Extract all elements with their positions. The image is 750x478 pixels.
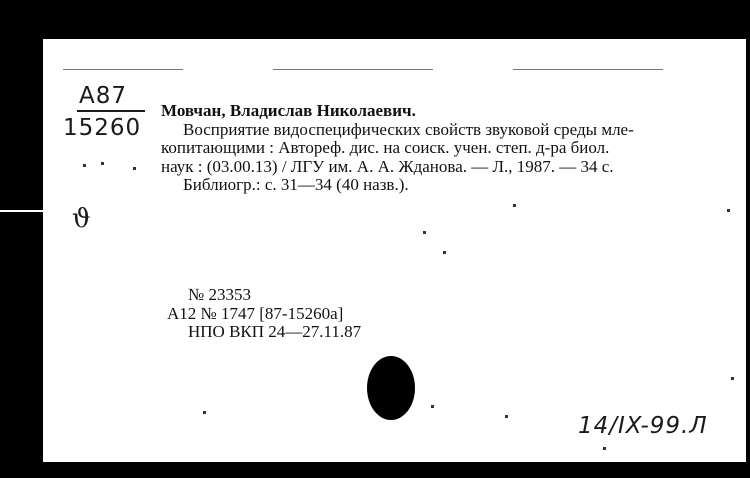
- handwritten-mark-icon: ϑ: [72, 204, 91, 234]
- scan-speck: [101, 162, 104, 165]
- scan-speck: [443, 251, 446, 254]
- card-number: № 23353: [188, 285, 251, 304]
- scan-noise-line: [63, 69, 183, 70]
- catalog-card: [43, 39, 746, 462]
- scan-edge-strip: [0, 210, 43, 212]
- scan-speck: [83, 164, 86, 167]
- scan-speck: [431, 405, 434, 408]
- card-record-line: А12 № 1747 [87-15260а]: [167, 303, 344, 323]
- handwritten-date: 14/IX-99.Л: [578, 413, 708, 439]
- scan-speck: [423, 231, 426, 234]
- card-registration-block: [167, 286, 361, 342]
- entry-line-3: наук : (03.00.13) / ЛГУ им. А. А. Жданова. — Л., 1987. — 34 с.: [161, 156, 614, 176]
- scan-speck: [133, 167, 136, 170]
- punch-hole-blot: [367, 356, 415, 420]
- bibliographic-entry: [161, 102, 634, 195]
- entry-line-1: Восприятие видоспецифических свойств звуковой среды мле-: [183, 119, 634, 139]
- scan-speck: [727, 209, 730, 212]
- scan-noise-line: [273, 69, 433, 70]
- shelf-mark-bottom: 15260: [63, 115, 142, 141]
- shelf-mark-divider: [77, 110, 145, 112]
- scan-noise-line: [513, 69, 663, 70]
- scan-speck: [505, 415, 508, 418]
- card-stamp-line: НПО ВКП 24—27.11.87: [188, 322, 362, 341]
- entry-line-4: Библиогр.: с. 31—34 (40 назв.).: [183, 175, 409, 194]
- scan-speck: [731, 377, 734, 380]
- shelf-mark-top: A87: [79, 83, 128, 109]
- scan-speck: [203, 411, 206, 414]
- entry-author: Мовчан, Владислав Николаевич.: [161, 101, 416, 120]
- entry-line-2: копитающими : Автореф. дис. на соиск. учен. степ. д-ра биол.: [161, 138, 610, 157]
- scan-speck: [603, 447, 606, 450]
- scan-speck: [513, 204, 516, 207]
